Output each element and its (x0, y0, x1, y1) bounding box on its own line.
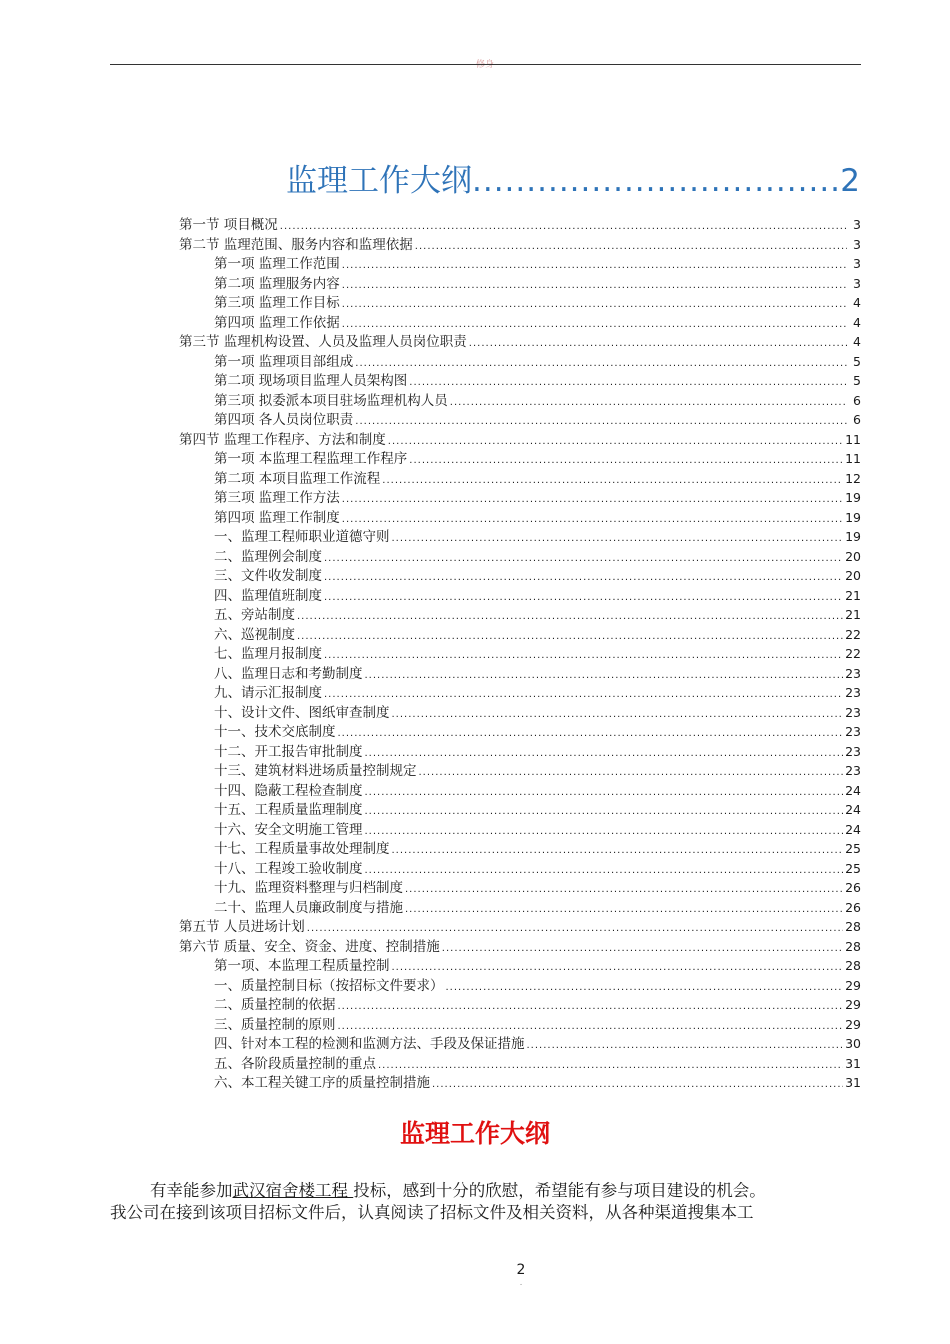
toc-entry[interactable] (179, 215, 861, 235)
toc-entry-label: 四、针对本工程的检测和监测方法、手段及保证措施 (214, 1036, 525, 1052)
toc-leader-dots (342, 256, 847, 276)
toc-entry[interactable] (179, 742, 861, 762)
toc-entry-page: 11 (845, 451, 861, 466)
toc-leader-dots (450, 393, 847, 413)
toc-entry[interactable] (179, 254, 861, 274)
toc-entry[interactable] (179, 1073, 861, 1093)
toc-leader-dots (446, 978, 844, 998)
toc-leader-dots (409, 373, 847, 393)
toc-leader-dots (405, 880, 843, 900)
toc-leader-dots (342, 315, 847, 335)
toc-entry-label: 六、本工程关键工序的质量控制措施 (214, 1075, 430, 1091)
toc-entry[interactable] (179, 644, 861, 664)
toc-title[interactable] (286, 155, 860, 200)
toc-entry-page: 20 (845, 568, 861, 583)
toc-entry-page: 30 (845, 1036, 861, 1051)
toc-entry-page: 24 (845, 821, 861, 837)
toc-entry[interactable] (179, 976, 861, 996)
toc-entry-label: 五、各阶段质量控制的重点 (214, 1055, 376, 1072)
main-title: 监理工作大纲 (399, 1119, 550, 1148)
toc-entry[interactable] (179, 449, 861, 469)
toc-leader-dots (419, 763, 844, 783)
toc-leader-dots (415, 237, 847, 257)
page-header-text: 修身 (475, 60, 494, 70)
toc-entry[interactable] (179, 293, 861, 313)
toc-leader-dots (382, 471, 843, 491)
toc-entry-label: 一、质量控制目标（按招标文件要求） (214, 977, 444, 994)
toc-entry[interactable] (179, 508, 861, 528)
toc-entry[interactable] (179, 391, 861, 411)
toc-entry-label: 八、监理日志和考勤制度 (214, 665, 363, 682)
toc-leader-dots (355, 354, 847, 374)
toc-leader-dots (307, 919, 843, 939)
toc-entry-label: 第二节 监理范围、服务内容和监理依据 (179, 236, 413, 253)
toc-leader-dots (469, 334, 847, 354)
toc-entry[interactable] (179, 625, 861, 645)
toc-entry[interactable] (179, 937, 861, 957)
toc-leader-dots (432, 1075, 843, 1095)
toc-title-text: 监理工作大纲 (286, 163, 472, 199)
toc-entry[interactable] (179, 839, 861, 859)
toc-entry[interactable] (179, 410, 861, 430)
toc-entry[interactable] (179, 1015, 861, 1035)
toc-entry[interactable] (179, 898, 861, 918)
toc-entry[interactable] (179, 664, 861, 684)
toc-entry[interactable] (179, 956, 861, 976)
toc-entry[interactable] (179, 761, 861, 781)
toc-leader-dots (365, 822, 844, 842)
toc-entry[interactable] (179, 352, 861, 372)
toc-title-leader (472, 163, 840, 199)
toc-leader-dots (324, 588, 843, 608)
toc-entry-page: 3 (853, 275, 861, 291)
toc-leader-dots (297, 607, 843, 627)
toc-entry-page: 28 (845, 919, 861, 934)
toc-leader-dots (355, 412, 847, 432)
table-of-contents (179, 215, 861, 1093)
toc-entry-page: 3 (853, 217, 861, 232)
toc-entry[interactable] (179, 605, 861, 625)
toc-entry-label: 第一项 监理项目部组成 (214, 353, 354, 370)
toc-entry-page: 29 (845, 977, 861, 993)
toc-entry-label: 第一节 项目概况 (179, 217, 278, 233)
toc-entry-page: 3 (853, 256, 861, 271)
header-rule (110, 64, 861, 65)
toc-entry-page: 28 (845, 958, 861, 973)
toc-leader-dots (280, 217, 847, 237)
toc-entry-label: 十五、工程质量监理制度 (214, 802, 363, 818)
toc-entry[interactable] (179, 469, 861, 489)
toc-leader-dots (338, 1017, 844, 1037)
toc-entry[interactable] (179, 371, 861, 391)
toc-entry-page: 21 (845, 607, 861, 622)
toc-leader-dots (392, 529, 844, 549)
toc-entry-page: 23 (845, 685, 861, 700)
toc-entry[interactable] (179, 430, 861, 450)
toc-entry-page: 20 (845, 548, 861, 564)
toc-leader-dots (392, 705, 844, 725)
toc-title-page: 2 (840, 163, 860, 199)
toc-leader-dots (297, 627, 843, 647)
toc-entry-label: 第二项 本项目监理工作流程 (214, 470, 381, 487)
toc-entry-label: 第五节 人员进场计划 (179, 919, 305, 935)
toc-entry-label: 二、质量控制的依据 (214, 997, 336, 1013)
toc-entry-label: 第三项 拟委派本项目驻场监理机构人员 (214, 392, 448, 409)
toc-entry[interactable] (179, 313, 861, 333)
toc-entry-page: 19 (845, 490, 861, 505)
toc-leader-dots (527, 1036, 844, 1056)
toc-entry-page: 19 (845, 509, 861, 525)
toc-entry[interactable] (179, 274, 861, 294)
toc-entry-page: 29 (845, 1016, 861, 1032)
toc-entry[interactable] (179, 527, 861, 547)
toc-entry-label: 第三节 监理机构设置、人员及监理人员岗位职责 (179, 334, 467, 350)
toc-leader-dots (342, 295, 847, 315)
toc-entry-label: 一、监理工程师职业道德守则 (214, 529, 390, 545)
body-text (110, 1180, 862, 1224)
toc-entry[interactable] (179, 1034, 861, 1054)
toc-entry-page: 5 (853, 373, 861, 388)
toc-leader-dots (342, 276, 847, 296)
toc-entry-label: 三、文件收发制度 (214, 568, 322, 584)
toc-entry-label: 十三、建筑材料进场质量控制规定 (214, 763, 417, 779)
toc-entry-label: 十七、工程质量事故处理制度 (214, 841, 390, 857)
toc-leader-dots (442, 939, 843, 959)
toc-entry-page: 23 (845, 763, 861, 778)
toc-leader-dots (388, 432, 843, 452)
toc-entry-page: 6 (853, 392, 861, 408)
toc-entry-label: 十、设计文件、图纸审查制度 (214, 704, 390, 721)
toc-entry[interactable] (179, 917, 861, 937)
toc-entry-label: 六、巡视制度 (214, 626, 295, 643)
toc-entry-page: 29 (845, 997, 861, 1012)
toc-entry-page: 26 (845, 899, 861, 915)
toc-leader-dots (338, 724, 844, 744)
toc-leader-dots (365, 802, 844, 822)
toc-leader-dots (409, 451, 843, 471)
toc-entry-page: 6 (853, 412, 861, 427)
toc-entry-label: 第四项 各人员岗位职责 (214, 412, 354, 428)
toc-entry-label: 二十、监理人员廉政制度与措施 (214, 899, 403, 916)
toc-leader-dots (324, 549, 843, 569)
toc-entry-label: 第四项 监理工作制度 (214, 509, 340, 526)
toc-entry-page: 11 (845, 431, 861, 447)
toc-entry-label: 十一、技术交底制度 (214, 724, 336, 740)
toc-leader-dots (405, 900, 843, 920)
toc-entry-page: 5 (853, 353, 861, 369)
toc-leader-dots (365, 744, 844, 764)
toc-entry[interactable] (179, 820, 861, 840)
toc-entry-page: 28 (845, 938, 861, 954)
toc-leader-dots (324, 568, 843, 588)
project-name: 武汉宿舍楼工程 (232, 1181, 354, 1200)
toc-entry[interactable] (179, 332, 861, 352)
toc-entry-label: 十八、工程竣工验收制度 (214, 860, 363, 877)
body-text-lead: 有幸能参加 (150, 1181, 233, 1200)
toc-entry-label: 十四、隐蔽工程检查制度 (214, 782, 363, 799)
toc-leader-dots (365, 666, 844, 686)
toc-entry-page: 22 (845, 646, 861, 661)
toc-leader-dots (392, 841, 844, 861)
toc-entry-page: 19 (845, 529, 861, 544)
toc-entry-page: 23 (845, 704, 861, 720)
toc-entry-page: 4 (853, 295, 861, 310)
toc-entry-page: 25 (845, 841, 861, 856)
toc-entry-page: 24 (845, 782, 861, 798)
toc-leader-dots (338, 997, 844, 1017)
toc-entry[interactable] (179, 547, 861, 567)
toc-entry-page: 21 (845, 587, 861, 603)
toc-entry-page: 23 (845, 743, 861, 759)
toc-entry-label: 三、质量控制的原则 (214, 1016, 336, 1033)
page-number: 2 (516, 1262, 526, 1278)
toc-entry-label: 十六、安全文明施工管理 (214, 821, 363, 838)
toc-entry-page: 26 (845, 880, 861, 895)
toc-entry[interactable] (179, 800, 861, 820)
toc-leader-dots (324, 685, 843, 705)
toc-entry-page: 4 (853, 314, 861, 330)
page-footer-dot: . (519, 1278, 523, 1287)
toc-entry[interactable] (179, 1054, 861, 1074)
toc-entry[interactable] (179, 722, 861, 742)
toc-leader-dots (324, 646, 843, 666)
toc-entry-page: 25 (845, 860, 861, 876)
toc-entry-page: 3 (853, 236, 861, 252)
toc-entry[interactable] (179, 235, 861, 255)
toc-entry[interactable] (179, 995, 861, 1015)
toc-leader-dots (365, 783, 844, 803)
toc-leader-dots (342, 490, 843, 510)
toc-leader-dots (392, 958, 844, 978)
toc-entry-page: 31 (845, 1055, 861, 1071)
body-paragraph-line: 我公司在接到该项目招标文件后，认真阅读了招标文件及相关资料，从各种渠道搜集本工 (110, 1203, 754, 1222)
toc-entry[interactable] (179, 586, 861, 606)
toc-entry-page: 12 (845, 470, 861, 486)
toc-entry[interactable] (179, 878, 861, 898)
toc-entry[interactable] (179, 488, 861, 508)
toc-entry-page: 4 (853, 334, 861, 349)
body-text-rest: 投标，感到十分的欣慰，希望能有参与项目建设的机会。 (353, 1181, 766, 1200)
toc-entry[interactable] (179, 859, 861, 879)
toc-entry-label: 第三项 监理工作方法 (214, 490, 340, 506)
toc-entry-label: 四、监理值班制度 (214, 587, 322, 604)
toc-entry-label: 七、监理月报制度 (214, 646, 322, 662)
toc-entry-label: 十二、开工报告审批制度 (214, 743, 363, 760)
toc-leader-dots (378, 1056, 843, 1076)
toc-entry-label: 第二项 监理服务内容 (214, 275, 340, 292)
toc-entry-page: 22 (845, 626, 861, 642)
toc-entry-label: 二、监理例会制度 (214, 548, 322, 565)
toc-entry-label: 第四节 监理工作程序、方法和制度 (179, 431, 386, 448)
toc-leader-dots (342, 510, 843, 530)
toc-entry[interactable] (179, 566, 861, 586)
toc-entry[interactable] (179, 683, 861, 703)
toc-entry-label: 第一项 监理工作范围 (214, 256, 340, 272)
toc-entry-page: 31 (845, 1075, 861, 1090)
toc-entry-page: 24 (845, 802, 861, 817)
toc-entry[interactable] (179, 703, 861, 723)
toc-leader-dots (365, 861, 844, 881)
toc-entry-label: 第四项 监理工作依据 (214, 314, 340, 331)
toc-entry[interactable] (179, 781, 861, 801)
toc-entry-label: 第一项、本监理工程质量控制 (214, 958, 390, 974)
toc-entry-page: 23 (845, 665, 861, 681)
toc-entry-label: 十九、监理资料整理与归档制度 (214, 880, 403, 896)
toc-entry-page: 23 (845, 724, 861, 739)
toc-entry-label: 五、旁站制度 (214, 607, 295, 623)
toc-entry-label: 第六节 质量、安全、资金、进度、控制措施 (179, 938, 440, 955)
toc-entry-label: 九、请示汇报制度 (214, 685, 322, 701)
toc-entry-label: 第三项 监理工作目标 (214, 295, 340, 311)
body-paragraph (110, 1180, 862, 1202)
toc-entry-label: 第二项 现场项目监理人员架构图 (214, 373, 408, 389)
toc-entry-label: 第一项 本监理工程监理工作程序 (214, 451, 408, 467)
